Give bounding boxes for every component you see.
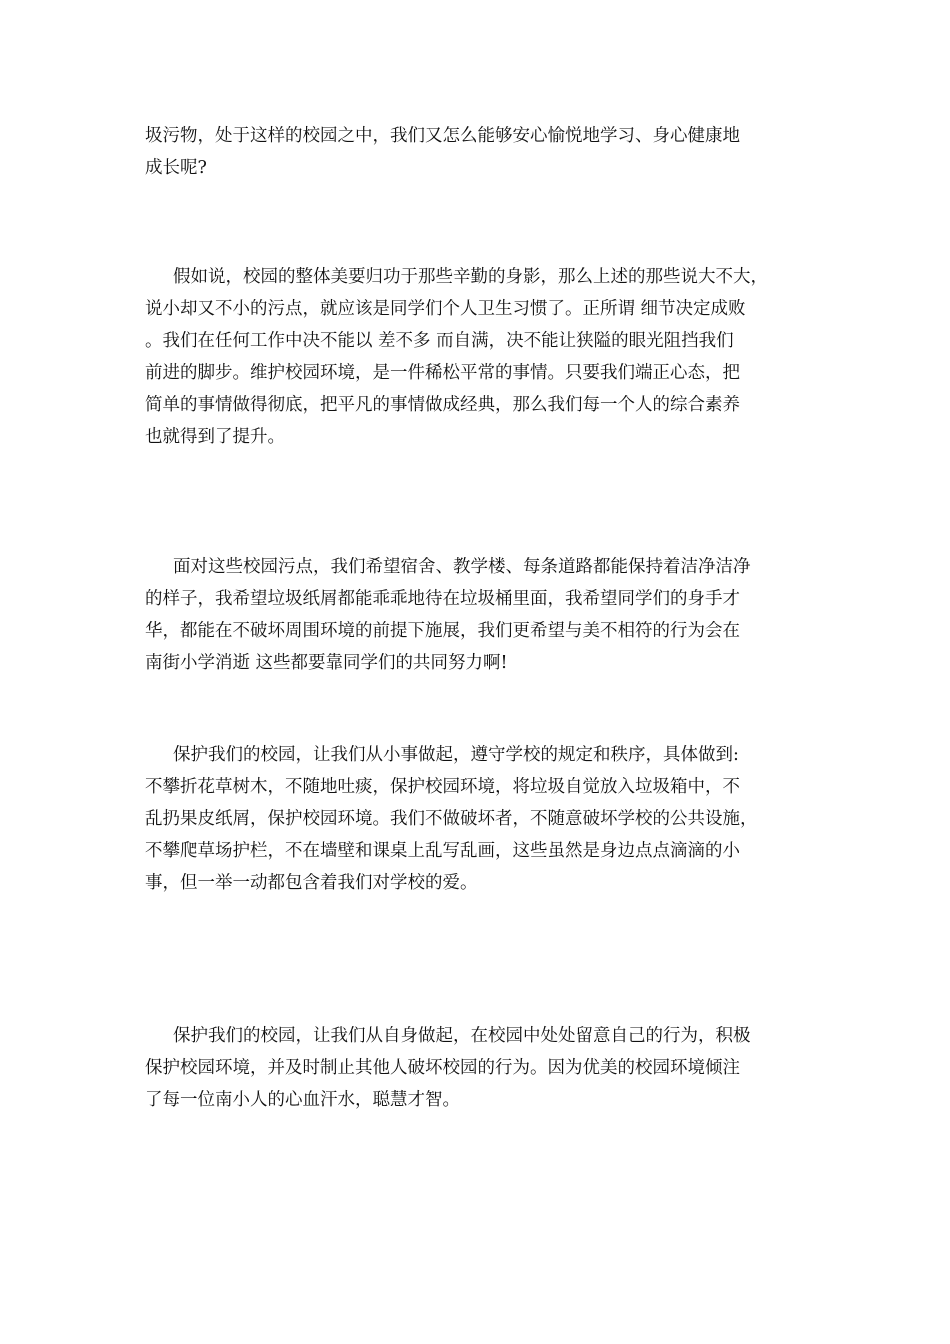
- paragraph-line: 不攀折花草树木，不随地吐痰，保护校园环境，将垃圾自觉放入垃圾箱中，不: [145, 777, 740, 797]
- paragraph-line: 乱扔果皮纸屑，保护校园环境。我们不做破坏者，不随意破坏学校的公共设施，: [145, 809, 758, 829]
- paragraph-line: 事，但一举一动都包含着我们对学校的爱。: [145, 873, 478, 893]
- paragraph-line: 保护我们的校园，让我们从小事做起，遵守学校的规定和秩序，具体做到:: [173, 745, 739, 765]
- paragraph-3: [145, 551, 810, 679]
- paragraph-line: 假如说，校园的整体美要归功于那些辛勤的身影，那么上述的那些说大不大，: [173, 267, 768, 287]
- paragraph-line: 保护我们的校园，让我们从自身做起，在校园中处处留意自己的行为，积极: [173, 1026, 751, 1046]
- paragraph-line: 不攀爬草场护栏，不在墙壁和课桌上乱写乱画，这些虽然是身边点点滴滴的小: [145, 841, 740, 861]
- paragraph-line: 华，都能在不破坏周围环境的前提下施展，我们更希望与美不相符的行为会在: [145, 621, 740, 641]
- paragraph-5: [145, 1020, 810, 1116]
- paragraph-4: [145, 739, 810, 899]
- paragraph-line: 了每一位南小人的心血汗水，聪慧才智。: [145, 1090, 460, 1110]
- paragraph-line: 也就得到了提升。: [145, 427, 285, 447]
- paragraph-1: [145, 120, 810, 184]
- paragraph-line: 的样子，我希望垃圾纸屑都能乖乖地待在垃圾桶里面，我希望同学们的身手才: [145, 589, 740, 609]
- paragraph-line: 说小却又不小的污点，就应该是同学们个人卫生习惯了。正所谓 细节决定成败: [145, 299, 746, 319]
- paragraph-line: 面对这些校园污点，我们希望宿舍、教学楼、每条道路都能保持着洁净洁净: [173, 557, 751, 577]
- paragraph-line: 保护校园环境，并及时制止其他人破坏校园的行为。因为优美的校园环境倾注: [145, 1058, 740, 1078]
- paragraph-line: 南街小学消逝 这些都要靠同学们的共同努力啊!: [145, 653, 508, 673]
- paragraph-line: 。我们在任何工作中决不能以 差不多 而自满，决不能让狭隘的眼光阻挡我们: [145, 331, 734, 351]
- paragraph-line: 简单的事情做得彻底，把平凡的事情做成经典，那么我们每一个人的综合素养: [145, 395, 740, 415]
- paragraph-2: [145, 261, 810, 453]
- paragraph-line: 前进的脚步。维护校园环境，是一件稀松平常的事情。只要我们端正心态，把: [145, 363, 740, 383]
- paragraph-line: 成长呢?: [145, 158, 207, 178]
- paragraph-line: 圾污物，处于这样的校园之中，我们又怎么能够安心愉悦地学习、身心健康地: [145, 126, 740, 146]
